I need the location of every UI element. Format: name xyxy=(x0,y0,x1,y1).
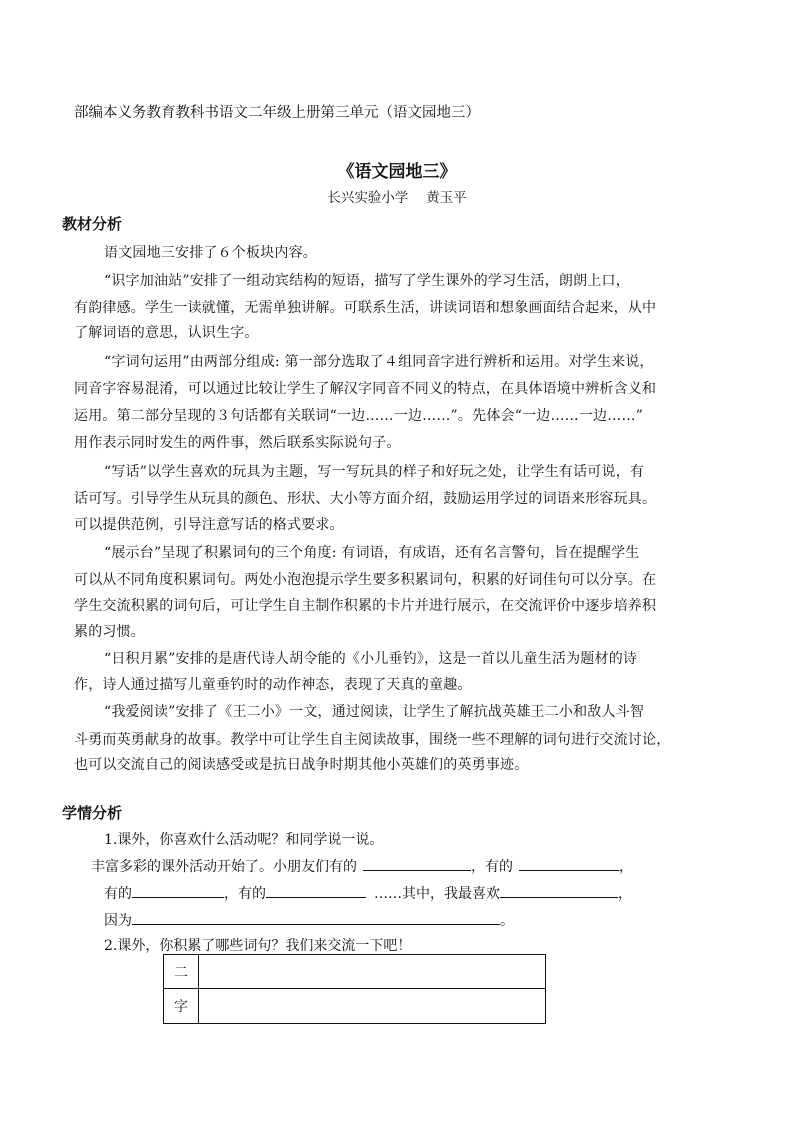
paragraph-line: “识字加油站”安排了一组动宾结构的短语，描写了学生课外的学习生活，朗朗上口， xyxy=(104,273,630,289)
paragraph-line: 了解词语的意思，认识生字。 xyxy=(74,325,259,341)
fill-text: 因为 xyxy=(104,913,132,929)
table-cell-input[interactable] xyxy=(199,955,546,989)
author-line: 长兴实验小学 黄玉平 xyxy=(327,190,467,206)
fill-text: ， xyxy=(619,859,633,875)
paragraph-line: 斗勇而英勇献身的故事。教学中可让学生自主阅读故事，围绕一些不理解的词句进行交流讨论， xyxy=(74,732,671,748)
paragraph-line: 可以提供范例，引导注意写话的格式要求。 xyxy=(74,517,344,533)
paragraph-line: 运用。第二部分呈现的３句话都有关联词“一边……一边……”。先体会“一边……一边……” xyxy=(74,408,644,424)
paragraph-line: 同音字容易混淆，可以通过比较让学生了解汉字同音不同义的特点，在具体语境中辨析含义和 xyxy=(74,381,657,397)
paragraph-line: “展示台”呈现了积累词句的三个角度: 有词语，有成语，还有名言警句，旨在提醒学生 xyxy=(104,545,640,561)
question-2: 2.课外，你积累了哪些词句？我们来交流一下吧！ xyxy=(104,938,412,954)
paragraph-line: 话可写。引导学生从玩具的颜色、形状、大小等方面介绍，鼓励运用学过的词语来形容玩具。 xyxy=(74,491,657,507)
answer-blank[interactable] xyxy=(266,883,366,898)
word-collection-table xyxy=(163,954,546,1024)
fill-text: 。 xyxy=(500,913,514,929)
fill-text: ，有的 xyxy=(224,886,266,902)
table-row-header: 字 xyxy=(164,989,199,1024)
paragraph-line: “字词句运用”由两部分组成: 第一部分选取了４组同音字进行辨析和运用。对学生来说， xyxy=(104,354,654,370)
paragraph-line: 也可以交流自己的阅读感受或是抗日战争时期其他小英雄们的英勇事迹。 xyxy=(74,757,529,773)
section-heading-textbook-analysis: 教材分析 xyxy=(62,215,123,233)
table-row-header: 二 xyxy=(164,955,199,989)
answer-blank[interactable] xyxy=(363,856,471,871)
paragraph-line: 作，诗人通过描写儿童垂钓时的动作神态，表现了天真的童趣。 xyxy=(74,677,472,693)
answer-blank[interactable] xyxy=(132,910,500,925)
table-cell-input[interactable] xyxy=(199,989,546,1024)
fill-text: ，有的 xyxy=(471,859,513,875)
answer-blank[interactable] xyxy=(500,883,618,898)
document-header: 部编本义务教育教科书语文二年级上册第三单元（语文园地三） xyxy=(74,105,480,121)
paragraph-line: “日积月累”安排的是唐代诗人胡令能的《小儿垂钓》，这是一首以儿童生活为题材的诗 xyxy=(104,651,638,667)
fill-text: ……其中，我最喜欢 xyxy=(374,886,500,902)
paragraph-line: 可以从不同角度积累词句。两处小泡泡提示学生要多积累词句，积累的好词佳句可以分享。在 xyxy=(74,572,657,588)
paragraph-line: “写话”以学生喜欢的玩具为主题，写一写玩具的样子和好玩之处，让学生有话可说，有 xyxy=(104,464,645,480)
paragraph-line: 语文园地三安排了６个板块内容。 xyxy=(104,245,317,261)
answer-blank[interactable] xyxy=(519,856,619,871)
fill-line-2 xyxy=(104,883,632,903)
paragraph-line: 累的习惯。 xyxy=(74,624,145,640)
answer-blank[interactable] xyxy=(132,883,224,898)
paragraph-line: 有韵律感。学生一读就懂，无需单独讲解。可联系生活，讲读词语和想象画面结合起来，从中 xyxy=(74,300,657,316)
fill-text: ， xyxy=(618,886,632,902)
document-title: 《语文园地三》 xyxy=(337,162,457,182)
fill-text: 丰富多彩的课外活动开始了。小朋友们有的 xyxy=(91,859,357,875)
paragraph-line: 学生交流积累的词句后，可让学生自主制作积累的卡片并进行展示，在交流评价中逐步培养积 xyxy=(74,598,657,614)
paragraph-line: “我爱阅读”安排了《王二小》一文，通过阅读，让学生了解抗战英雄王二小和敌人斗智 xyxy=(104,704,645,720)
fill-text: 有的 xyxy=(104,886,132,902)
paragraph-line: 用作表示同时发生的两件事，然后联系实际说句子。 xyxy=(74,435,401,451)
question-1: 1.课外，你喜欢什么活动呢？和同学说一说。 xyxy=(104,832,384,848)
section-heading-student-analysis: 学情分析 xyxy=(62,804,123,822)
fill-line-1 xyxy=(91,856,633,876)
fill-line-3 xyxy=(104,910,514,930)
